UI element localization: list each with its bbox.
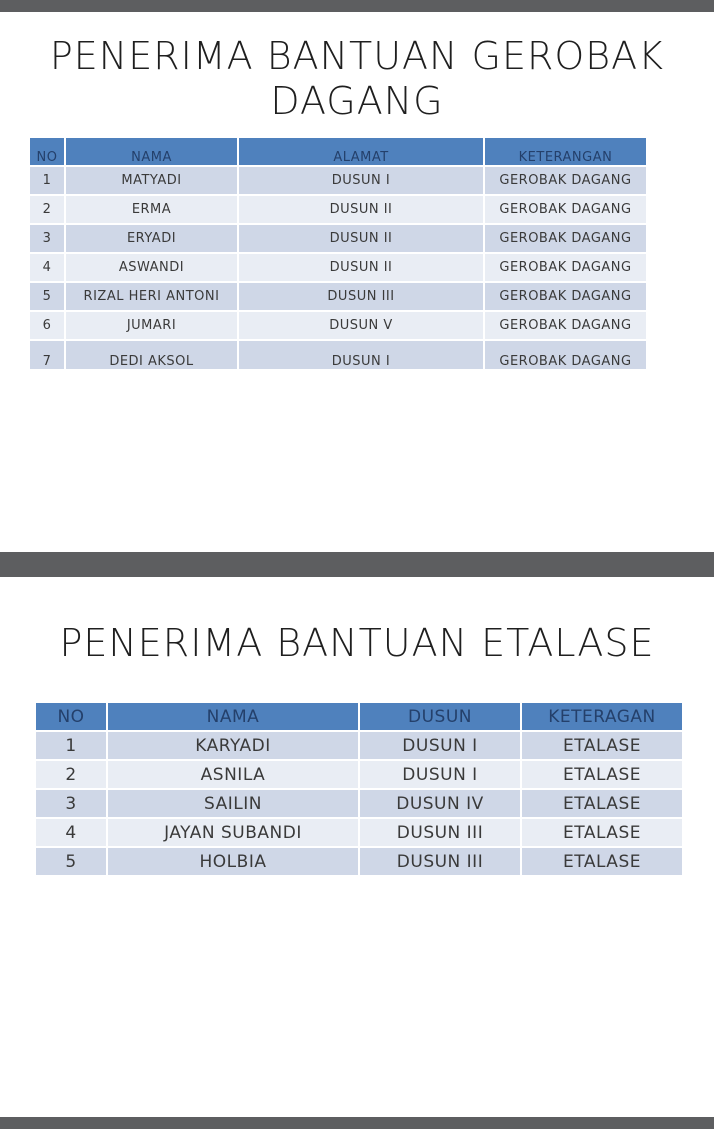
cell-keteragan: ETALASE — [522, 790, 684, 819]
cell-nama: DEDI AKSOL — [66, 341, 239, 369]
table-row — [30, 283, 648, 312]
cell-keteragan: ETALASE — [522, 761, 684, 790]
header-no: NO — [36, 703, 108, 732]
cell-no: 1 — [36, 732, 108, 761]
cell-no: 3 — [36, 790, 108, 819]
cell-no: 4 — [30, 254, 66, 283]
slide-gerobak-dagang — [0, 12, 714, 552]
slide-title: PENERIMA BANTUAN GEROBAK DAGANG — [49, 34, 665, 123]
cell-nama: HOLBIA — [108, 848, 360, 877]
table-row — [30, 341, 648, 369]
cell-no: 7 — [30, 341, 66, 369]
cell-keteragan: ETALASE — [522, 819, 684, 848]
header-nama: NAMA — [66, 138, 239, 167]
header-alamat: ALAMAT — [239, 138, 485, 167]
cell-nama: KARYADI — [108, 732, 360, 761]
table-row — [36, 761, 684, 790]
cell-nama: RIZAL HERI ANTONI — [66, 283, 239, 312]
cell-no: 1 — [30, 167, 66, 196]
cell-no: 6 — [30, 312, 66, 341]
header-dusun: DUSUN — [360, 703, 522, 732]
recipients-table — [36, 703, 684, 877]
cell-nama: ERYADI — [66, 225, 239, 254]
cell-nama: ASWANDI — [66, 254, 239, 283]
cell-nama: ASNILA — [108, 761, 360, 790]
cell-keterangan: GEROBAK DAGANG — [485, 225, 648, 254]
cell-nama: JUMARI — [66, 312, 239, 341]
table-row — [36, 790, 684, 819]
cell-alamat: DUSUN I — [239, 167, 485, 196]
cell-alamat: DUSUN II — [239, 225, 485, 254]
header-nama: NAMA — [108, 703, 360, 732]
header-keterangan: KETERANGAN — [485, 138, 648, 167]
header-keteragan: KETERAGAN — [522, 703, 684, 732]
cell-dusun: DUSUN IV — [360, 790, 522, 819]
table-row — [30, 312, 648, 341]
cell-alamat: DUSUN II — [239, 254, 485, 283]
cell-no: 3 — [30, 225, 66, 254]
cell-no: 4 — [36, 819, 108, 848]
cell-keterangan: GEROBAK DAGANG — [485, 167, 648, 196]
cell-no: 2 — [36, 761, 108, 790]
table-row — [36, 848, 684, 877]
cell-alamat: DUSUN III — [239, 283, 485, 312]
cell-alamat: DUSUN V — [239, 312, 485, 341]
cell-alamat: DUSUN I — [239, 341, 485, 369]
cell-keteragan: ETALASE — [522, 848, 684, 877]
table-row — [30, 225, 648, 254]
table-header-row — [36, 703, 684, 732]
table-row — [30, 254, 648, 283]
cell-alamat: DUSUN II — [239, 196, 485, 225]
cell-keterangan: GEROBAK DAGANG — [485, 341, 648, 369]
table-row — [36, 819, 684, 848]
cell-dusun: DUSUN III — [360, 848, 522, 877]
cell-nama: ERMA — [66, 196, 239, 225]
cell-keterangan: GEROBAK DAGANG — [485, 283, 648, 312]
cell-nama: MATYADI — [66, 167, 239, 196]
cell-keterangan: GEROBAK DAGANG — [485, 254, 648, 283]
cell-keteragan: ETALASE — [522, 732, 684, 761]
table-row — [30, 196, 648, 225]
table-row — [30, 167, 648, 196]
cell-no: 5 — [30, 283, 66, 312]
cell-dusun: DUSUN III — [360, 819, 522, 848]
slide-title: PENERIMA BANTUAN ETALASE — [59, 621, 655, 665]
cell-nama: SAILIN — [108, 790, 360, 819]
header-no: NO — [30, 138, 66, 167]
recipients-table — [30, 138, 648, 369]
table-row — [36, 732, 684, 761]
cell-no: 5 — [36, 848, 108, 877]
cell-no: 2 — [30, 196, 66, 225]
cell-dusun: DUSUN I — [360, 761, 522, 790]
cell-dusun: DUSUN I — [360, 732, 522, 761]
slide-etalase — [0, 577, 714, 1117]
cell-keterangan: GEROBAK DAGANG — [485, 196, 648, 225]
cell-keterangan: GEROBAK DAGANG — [485, 312, 648, 341]
table-header-row — [30, 138, 648, 167]
cell-nama: JAYAN SUBANDI — [108, 819, 360, 848]
